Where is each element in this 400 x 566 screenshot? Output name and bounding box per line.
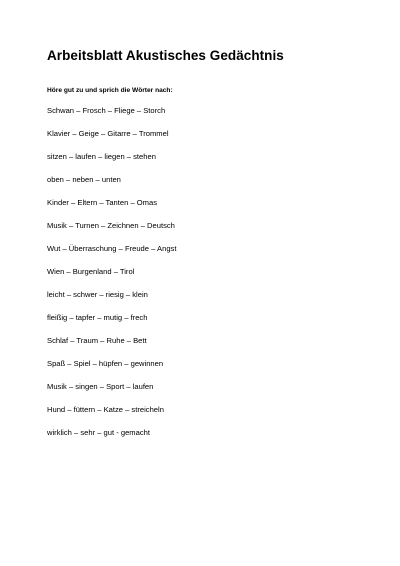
word-line: fleißig – tapfer – mutig – frech (47, 313, 148, 322)
word-line: Wien – Burgenland – Tirol (47, 267, 135, 276)
word-line: Hund – füttern – Katze – streicheln (47, 405, 164, 414)
word-line: Klavier – Geige – Gitarre – Trommel (47, 129, 169, 138)
word-list (47, 105, 176, 450)
word-line: Schwan – Frosch – Fliege – Storch (47, 106, 166, 115)
word-line: leicht – schwer – riesig – klein (47, 290, 148, 299)
word-line: Kinder – Eltern – Tanten – Omas (47, 198, 158, 207)
word-line: Musik – Turnen – Zeichnen – Deutsch (47, 221, 175, 230)
instruction-text: Höre gut zu und sprich die Wörter nach: (47, 87, 173, 94)
word-line: Spaß – Spiel – hüpfen – gewinnen (47, 359, 164, 368)
word-line: wirklich – sehr – gut - gemacht (47, 428, 150, 437)
word-line: sitzen – laufen – liegen – stehen (47, 152, 156, 161)
word-line: oben – neben – unten (47, 175, 121, 184)
worksheet-title: Arbeitsblatt Akustisches Gedächtnis (47, 48, 284, 63)
word-line: Schlaf – Traum – Ruhe – Bett (47, 336, 147, 345)
word-line: Wut – Überraschung – Freude – Angst (47, 244, 177, 253)
word-line: Musik – singen – Sport – laufen (47, 382, 154, 391)
